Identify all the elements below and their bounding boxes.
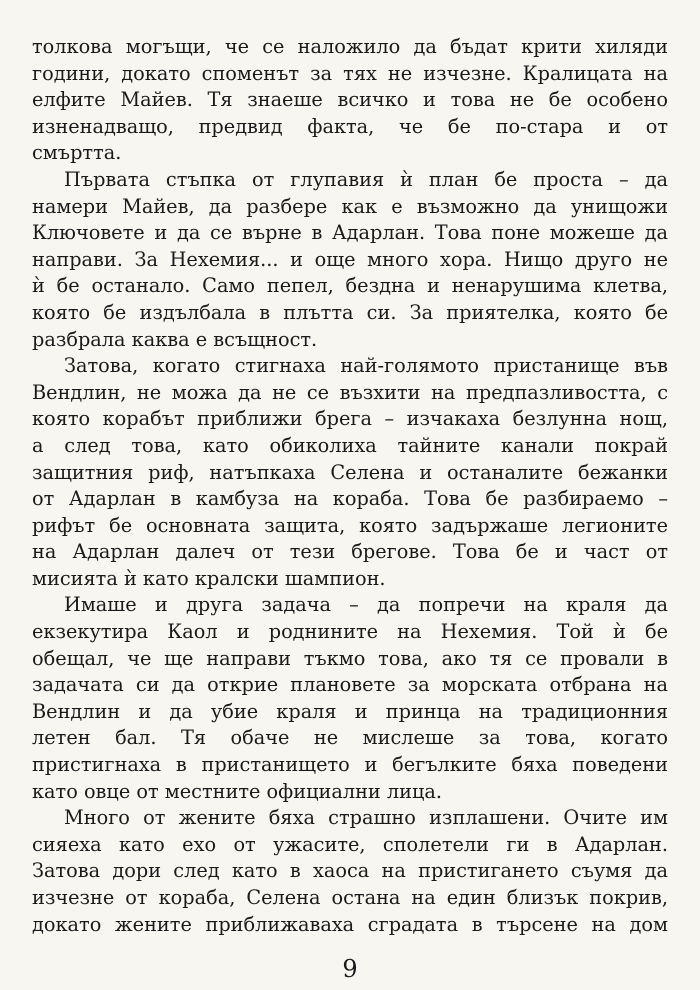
text-line: Затова дори след като в хаоса на пристигането съумя да xyxy=(32,859,668,883)
text-line: летен бал. Тя обаче не мислеше за това, когато xyxy=(32,726,668,750)
text-line: екзекутира Каол и роднините на Нехемия. Той ѝ бе xyxy=(32,620,668,644)
text-line: толкова могъщи, че се наложило да бъдат крити хиляди xyxy=(32,35,668,58)
text-line: а след това, като обиколиха тайните канали покрай xyxy=(32,433,668,457)
text-line: изчезне от кораба, Селена остана на един близък покрив, xyxy=(32,886,668,909)
text-line: рифът бе основната защита, която задържаше легионите xyxy=(32,513,668,537)
text-line: сияеха като ехо от ужасите, сполетели ги в Адарлан. xyxy=(32,832,668,856)
text-line: ѝ бе останало. Само пепел, бездна и ненарушима клетва, xyxy=(32,274,668,298)
text-line: Вендлин и да убие краля и принца на традиционния xyxy=(32,699,668,723)
text-line: Имаше и друга задача – да попречи на краля да xyxy=(64,593,668,617)
paragraph-5 xyxy=(32,805,668,938)
paragraph-3 xyxy=(32,353,668,592)
text-line: елфите Майев. Тя знаеше всичко и това не бе особено xyxy=(32,88,668,112)
text-line: защитния риф, натъпкаха Селена и останалите бежанки xyxy=(32,460,668,484)
text-line: години, докато споменът за тях не изчезне. Кралицата на xyxy=(32,61,668,85)
text-line: като овце от местните официални лица. xyxy=(32,779,443,803)
text-line: мисията ѝ като кралски шампион. xyxy=(32,566,386,590)
text-line: Вендлин, не можа да не се възхити на предпазливостта, с xyxy=(32,380,668,404)
text-line: Много от жените бяха страшно изплашени. Очите им xyxy=(64,806,668,830)
text-line: изненадващо, предвид факта, че бе по-стара и от xyxy=(32,114,668,138)
text-line: Първата стъпка от глупавия ѝ план бе проста – да xyxy=(64,167,668,191)
text-line: която бе издълбала в плътта си. За приятелка, която бе xyxy=(32,300,668,324)
text-line: направи. За Нехемия... и още много хора. Нищо друго не xyxy=(32,247,668,271)
text-line: на Адарлан далеч от тези брегове. Това бе и част от xyxy=(32,540,668,564)
text-line: смъртта. xyxy=(32,141,122,165)
text-line: която корабът приближи брега – изчакаха безлунна нощ, xyxy=(32,407,668,431)
page-body xyxy=(32,34,668,938)
paragraph-1 xyxy=(32,34,668,167)
text-line: от Адарлан в камбуза на кораба. Това бе разбираемо – xyxy=(32,487,668,511)
paragraph-4 xyxy=(32,592,668,805)
text-line: намери Майев, да разбере как е възможно да унищожи xyxy=(32,194,668,218)
text-line: Ключовете и да се върне в Адарлан. Това поне можеше да xyxy=(32,221,668,245)
text-line: задачата си да открие плановете за морската отбрана на xyxy=(32,673,668,697)
paragraph-2 xyxy=(32,167,668,353)
text-line: разбрала каква е всъщност. xyxy=(32,327,318,351)
text-line: пристигнаха в пристанището и бегълките бяха поведени xyxy=(32,753,668,777)
text-line: докато жените приближаваха сградата в търсене на дом xyxy=(32,912,668,936)
text-line: обещал, че ще направи тъкмо това, ако тя се провали в xyxy=(32,646,668,670)
text-line: Затова, когато стигнаха най-голямото пристанище във xyxy=(64,354,668,378)
page-number: 9 xyxy=(342,955,358,983)
